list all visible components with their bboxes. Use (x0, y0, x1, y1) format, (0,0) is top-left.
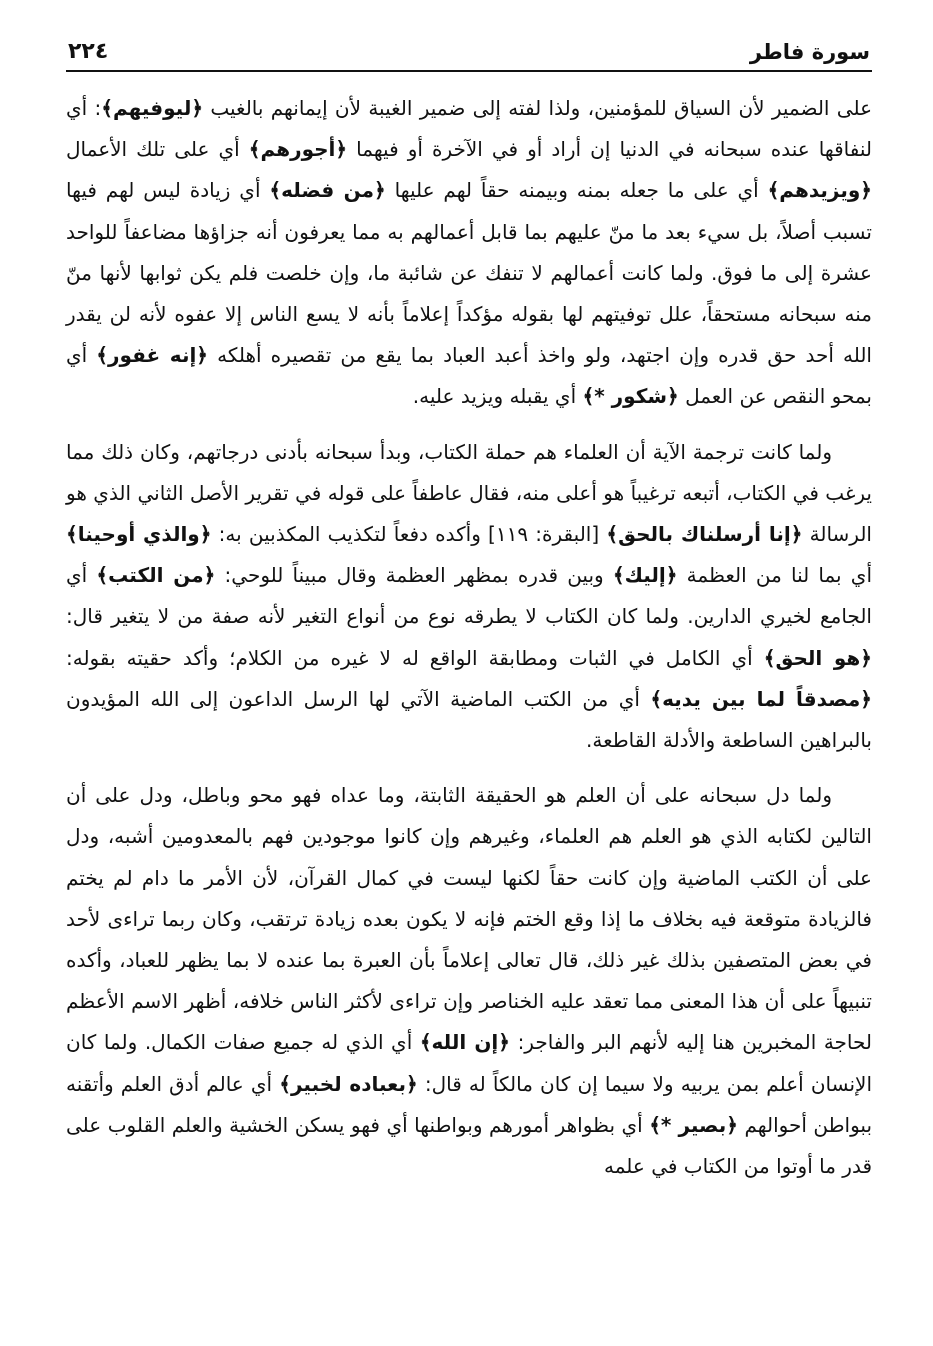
quran-verse: ﴿والذي أوحينا﴾ (66, 522, 212, 547)
text-segment: أي عالم أدق العلم وأتقنه ببواطن أحوالهم (66, 1071, 873, 1137)
paragraph (66, 88, 872, 418)
text-segment: أي الذي له جميع صفات الكمال. ولما كان الإنسان أعلم بمن يربيه ولا سيما إن كان مالكاً له قال: (66, 1030, 873, 1096)
text-segment: أي الكامل في الثبات ومطابقة الواقع له لا غيره من الكلام؛ وأكد حقيته بقوله: (66, 645, 764, 670)
text-segment: [البقرة: ١١٩] وأكده دفعاً لتكذيب المكذبين به: (211, 522, 607, 547)
text-segment: أي زيادة ليس لهم فيها تسبب أصلاً، بل سيء بعد ما منّ عليهم بما قابل أعمالهم به مما يعرفون أنه جزاؤها مضاعفاً للواحد عشرة إلى ما فوق. ولما كانت أعمالهم لا تنفك عن شائبة ما، وإن خلصت فلم يكن ثوابها لأنها منّ منه سبحانه مستحقاً، علل توفيتهم لها بقوله مؤكداً إعلاماً بأنه لا يسع الناس إلا عفوه لأنه لن يقدر الله أحد حق قدره وإن اجتهد، ولو واخذ أعبد العباد بما يقع من تقصيره أهلكه (66, 178, 872, 368)
text-segment: أي بمحو النقص عن العمل (66, 343, 872, 409)
text-segment: أي بظواهر أمورهم وبواطنها أي فهو يسكن الخشية والعلم القلوب على قدر ما أوتوا من الكتاب في علمه (66, 1112, 872, 1179)
text-segment: أي على ما جعله بمنه وبيمنه حقاً لهم عليها (385, 178, 768, 203)
text-segment: أي الجامع لخيري الدارين. ولما كان الكتاب لا يطرقه نوع من أنواع التغير لأنه صفة من لا يتغير قال: (66, 563, 872, 629)
text-segment: : أي لنفاقها عنده سبحانه في الدنيا إن أراد أو في الآخرة أو فيهما (66, 96, 872, 162)
text-segment: أي على تلك الأعمال (66, 137, 249, 162)
quran-verse: ﴿هو الحق﴾ (763, 645, 872, 670)
quran-verse: ﴿بعباده لخبير﴾ (279, 1071, 418, 1096)
paragraph (66, 432, 872, 762)
quran-verse: ﴿من الكتب﴾ (96, 563, 216, 588)
text-segment: ولما كانت ترجمة الآية أن العلماء هم حملة الكتاب، وبدأ سبحانه بأدنى درجاتهم، وكان ذلك مما يرغب في الكتاب، أتبعه ترغيباً هو أعلى منه، فقال عاطفاً على قوله في تقرير الأصل الثاني الذي هو الرسالة (66, 439, 872, 547)
text-segment: ولما دل سبحانه على أن العلم هو الحقيقة الثابتة، وما عداه فهو محو وباطل، ودل على أن التالين لكتابه الذي هو العلم هم العلماء، وغيرهم وإن كانوا موجودين فهم بالمعدومين أشبه، ودل على أن الكتب الماضية وإن كانت حقاً لكنها ليست في كمال القرآن، لأن الأمر ما دام لم يختم فالزيادة متوقعة فيه بخلاف ما إذا وقع الختم فإنه لا يكون بعده زيادة ترتقب، وكان ربما تراءى لأحد في بعض المتصفين بذلك غير ذلك، قال تعالى إعلاماً بأن العبرة بما عنده لا بما يظهر للعباد، وأكده تنبيهاً على أن هذا المعنى مما تعقد عليه الخناصر وإن تراءى لأكثر الناس خلافه، أظهر الاسم الأعظم لحاجة المخبرين هنا إليه لأنهم البر والفاجر: (66, 783, 873, 1055)
quran-verse: ﴿شكور *﴾ (582, 384, 679, 409)
text-segment: على الضمير لأن السياق للمؤمنين، ولذا لفته إلى ضمير الغيبة لأن إيمانهم بالغيب (203, 96, 873, 120)
text-segment: وبين قدره بمظهر العظمة وقال مبيناً للوحي: (215, 563, 613, 588)
quran-verse: ﴿من فضله﴾ (269, 178, 386, 203)
quran-verse: ﴿إنه غفور﴾ (96, 343, 209, 368)
quran-verse: ﴿بصير *﴾ (649, 1112, 738, 1137)
quran-verse: ﴿إنا أرسلناك بالحق﴾ (606, 522, 803, 547)
page-number: ٢٢٤ (68, 39, 109, 64)
main-text (66, 88, 872, 1187)
page-header (66, 26, 872, 72)
text-segment: أي بما لنا من العظمة (677, 563, 872, 588)
surah-title: سورة فاطر (749, 40, 870, 64)
text-segment: أي من الكتب الماضية الآتي لها الرسل الداعون إلى الله المؤيدون بالبراهين الساطعة والأدلة القاطعة. (66, 686, 872, 753)
text-segment: أي يقبله ويزيد عليه. (412, 384, 583, 409)
quran-verse: ﴿ويزيدهم﴾ (767, 178, 872, 203)
quran-verse: ﴿إن الله﴾ (419, 1030, 511, 1055)
paragraph (66, 775, 872, 1187)
quran-verse: ﴿مصدقاً لما بين يديه﴾ (650, 686, 872, 711)
quran-verse: ﴿إليك﴾ (612, 563, 678, 588)
quran-verse: ﴿أجورهم﴾ (248, 137, 348, 162)
quran-verse: ﴿ليوفيهم﴾ (101, 96, 204, 120)
